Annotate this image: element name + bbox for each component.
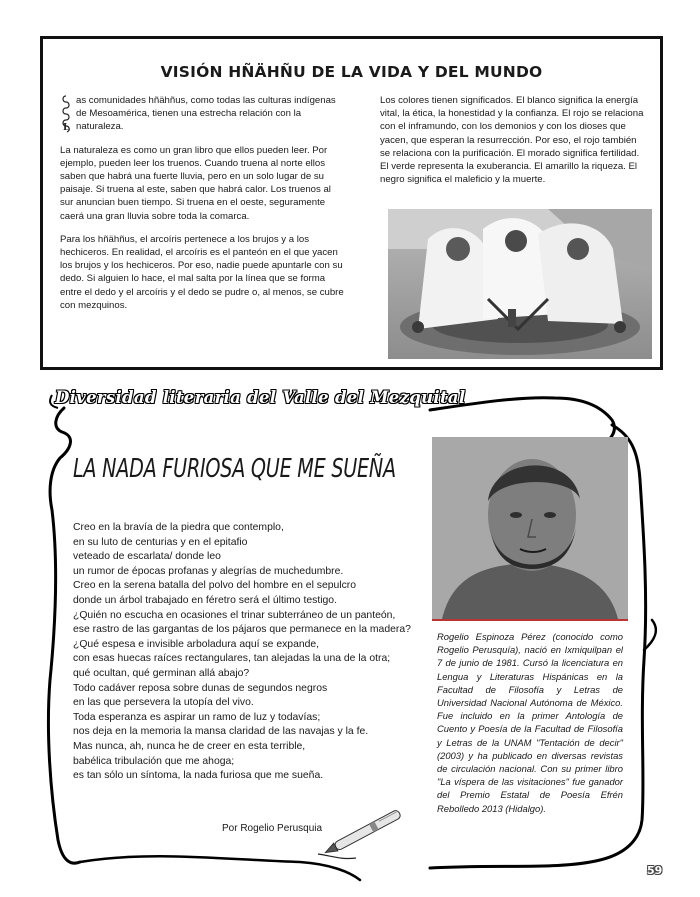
fountain-pen-icon: [312, 796, 422, 866]
author-bio: Rogelio Espinoza Pérez (conocido como Rogelio Perusquía), nació en Ixmiquilpan el 7 de junio de 1981. Cursó la licenciatura en Lengua y Literaturas Hispánicas en la Facultad de Filosofía y Letras de Universidad Nacional Autónoma de México. Fue incluido en la primer Antología de Cuento y Poesía de la Facultad de Filosofía y Letras de la UNAM "Tentación de decir" (2003) y ha publicado en diversas revistas de circulación nacional. Con su primer libro "La víspera de las visitaciones" fue ganador del Premio Estatal de Poesía Efrén Rebolledo 2013 (Hidalgo).: [437, 631, 623, 814]
article-title: VISIÓN HÑÄHÑU DE LA VIDA Y DEL MUNDO: [160, 63, 543, 81]
article-intro: [60, 94, 344, 134]
article-paragraph-thunder: La naturaleza es como un gran libro que ellos pueden leer. Por ejemplo, pueden leer los truenos. Cuando truena al norte ellos saben que habrá una fuerte lluvia, pero en un solo lugar de su paisaje. Si truena al este, saben que habrá calor. Los truenos al sur anuncian buen tiempo. Si truena en el oeste, seguramente caerá una gran lluvia sobre toda la comarca.: [60, 144, 331, 222]
poem-line: Mas nunca, ah, nunca he de creer en esta terrible,: [73, 740, 306, 752]
author-portrait: [432, 437, 628, 621]
poem-line: Toda esperanza es aspirar un ramo de luz y todavías;: [73, 711, 321, 723]
poem-line: donde un árbol trabajado en féretro será el último testigo.: [73, 594, 337, 606]
poem-line: ¿Qué espesa e invisible arboladura aquí se expande,: [73, 638, 320, 650]
article-paragraph-rainbow: Para los hñähñus, el arcoíris pertenece a los brujos y a los hechiceros. En realidad, el arcoíris es el panteón en el que yacen los brujos y los hechiceros. Por eso, nadie puede apuntarle con su dedo. Si alguien lo hace, el mal salta por la línea que se forma entre el dedo y el arcoíris y el dedo se pudre o, al menos, se cubre con mezquinos.: [60, 233, 344, 311]
dropcap-ornament: [60, 94, 72, 134]
poem-line: Creo en la bravía de la piedra que contemplo,: [73, 522, 284, 533]
poem-line: nos deja en la memoria la mansa claridad de las navajas y la fe.: [73, 726, 369, 738]
poem-body: [73, 521, 433, 784]
poem-line: un rumor de épocas profanas y alegrías de muchedumbre.: [73, 565, 344, 577]
poem-line: con esas huecas raíces rectangulares, tan alejadas la una de la otra;: [73, 653, 391, 665]
article-paragraph-colors: Los colores tienen significados. El blanco significa la energía vital, la ética, la honestidad y la confianza. El rojo se relaciona con el inframundo, con los demonios y con los dioses que yacen, que esperan la resurrección. Por eso, el rojo también se relaciona con la purificación. El morado significa fertilidad. El verde representa la exuberancia. El amarillo la riqueza. El negro significa el maleficio y la muerte.: [380, 95, 644, 186]
poem-line: ¿Quién no escucha en ocasiones el trinar subterráneo de un panteón,: [73, 609, 396, 621]
poem-line: ese rastro de las gargantas de los pájaros que permanece en la madera?: [73, 624, 411, 636]
page-number: 59: [647, 864, 663, 877]
article-right-column: [380, 94, 648, 196]
poem-title: LA NADA FURIOSA QUE ME SUEÑA: [73, 454, 396, 484]
poem-line: Creo en la serena batalla del polvo del hombre en el sepulcro: [73, 580, 357, 592]
poem-line: en su luto de centurias y en el epitafio: [73, 536, 248, 548]
poem-line: Todo cadáver reposa sobre dunas de segundos negros: [73, 682, 328, 694]
ritual-women-photo: [388, 209, 652, 359]
article-intro-text: as comunidades hñähñus, como todas las culturas indígenas de Mesoamérica, tienen una estrecha relación con la naturaleza.: [76, 95, 336, 133]
poem-line: qué ocultan, qué germinan allá abajo?: [73, 667, 250, 679]
dropcap-letter: L: [63, 123, 70, 133]
poem-line: en las que persevera la utopía del vivo.: [73, 697, 254, 709]
poem-line: babélica tribulación que me ahoga;: [73, 755, 235, 767]
poem-line: veteado de escarlata/ donde leo: [73, 551, 221, 563]
article-box: [40, 36, 663, 370]
poem-author: Por Rogelio Perusquia: [222, 823, 323, 834]
poem-line: es tan sólo un síntoma, la nada furiosa que me sueña.: [73, 770, 324, 782]
section-header: Diversidad literaria del Valle del Mezquital: [55, 388, 466, 407]
article-left-column: [60, 94, 344, 322]
